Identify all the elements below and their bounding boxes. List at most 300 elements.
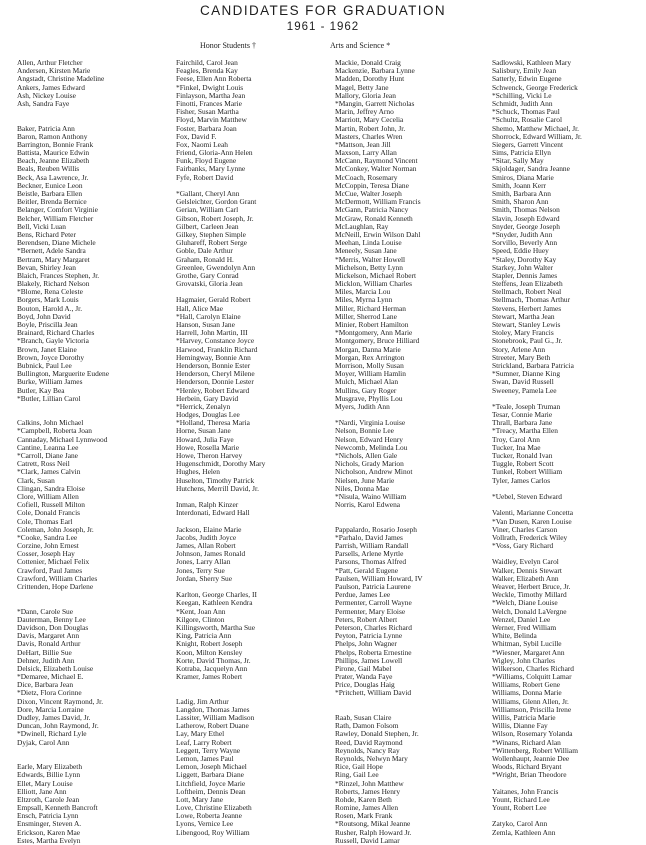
candidate-name: Beach, Jeanne Elizabeth — [17, 157, 90, 166]
candidate-name: Wigley, John Charles — [492, 656, 556, 665]
candidate-name: *Parhalo, David James — [335, 533, 403, 542]
candidate-name: Gibson, Robert Joseph, Jr. — [176, 214, 254, 223]
candidate-name: Stonebrook, Paul G., Jr. — [492, 337, 563, 346]
candidate-name: Viner, Charles Carson — [492, 525, 558, 534]
candidate-name: Lay, Mary Ethel — [176, 730, 225, 739]
spacer — [335, 411, 490, 419]
candidate-name: Price, Douglas Haig — [335, 681, 395, 690]
candidate-name: Davis, Ronald Arthur — [17, 640, 81, 649]
candidate-name: Perdue, James Lee — [335, 591, 391, 600]
candidate-name: Story, Arlene Ann — [492, 345, 546, 354]
candidate-name: Allen, Arthur Fletcher — [17, 59, 83, 67]
candidate-name: Jackson, Elaine Marie — [176, 525, 242, 534]
candidate-name: *Blome, Rena Celeste — [17, 288, 83, 297]
candidate-name: *Rinzel, John Matthew — [335, 779, 404, 788]
candidate-name: Libengood, Roy William — [176, 828, 250, 837]
candidate-name: Gilbert, Carleen Jean — [176, 222, 239, 231]
candidate-name: *Wiesner, Margaret Ann — [492, 648, 565, 657]
candidate-name: Henderson, Bonnie Ester — [176, 361, 251, 370]
candidate-name: Sims, Patricia Ellyn — [492, 149, 551, 158]
candidate-name: Eltzroth, Carole Jean — [17, 795, 80, 804]
candidate-name: Starkey, John Walter — [492, 263, 553, 272]
candidate-name: *Clark, James Calvin — [17, 468, 81, 477]
candidate-name: Micklon, William Charles — [335, 280, 412, 289]
candidate-name: Howard, Julia Faye — [176, 435, 234, 444]
candidate-name: Wilkerson, Charles Richard — [492, 664, 575, 673]
candidate-name: *Montgomery, Ann Marie — [335, 329, 413, 338]
spacer — [176, 182, 331, 190]
candidate-name: Goble, Dale Arthur — [176, 247, 233, 256]
candidate-name: Estes, Martha Evelyn — [17, 836, 81, 845]
candidate-name: Masters, Charles Wren — [335, 132, 403, 141]
candidate-name: Tuggle, Robert Scott — [492, 460, 554, 469]
spacer — [176, 493, 331, 501]
candidate-name: Funk, Floyd Eugene — [176, 157, 237, 166]
candidate-name: Streeter, Mary Beth — [492, 353, 551, 362]
candidate-name: Empsall, Kenneth Bancroft — [17, 804, 98, 813]
candidate-name: Lemon, Joseph Michael — [176, 763, 247, 772]
candidate-name: Stapler, Dennis James — [492, 271, 558, 280]
candidate-name: Stellmach, Thomas Arthur — [492, 296, 571, 305]
candidate-name: Maxson, Larry Allan — [335, 149, 397, 158]
candidate-name: Musgrave, Phyllis Lou — [335, 394, 403, 403]
candidate-name: Valenti, Marianne Concetta — [492, 509, 574, 518]
candidate-name: Karlton, George Charles, II — [176, 591, 257, 600]
candidate-name: *Schultz, Rosalie Carol — [492, 116, 562, 125]
spacer — [492, 395, 646, 403]
candidate-name: McCue, Walter Joseph — [335, 190, 402, 198]
candidate-name: Earle, Mary Elizabeth — [17, 763, 83, 772]
candidate-name: Gilkey, Stephen Simple — [176, 230, 246, 239]
candidate-name: *Winans, Richard Alan — [492, 738, 561, 747]
candidate-name: Foster, Barbara Joan — [176, 124, 237, 133]
candidate-name: Barrington, Bonnie Frank — [17, 140, 94, 149]
candidate-name: Howe, Rosella Marie — [176, 443, 240, 452]
candidate-name: Stellmach, Robert Neal — [492, 288, 562, 297]
candidate-name: Cottenier, Michael Felix — [17, 558, 90, 567]
candidate-name: Rohde, Karen Beth — [335, 795, 392, 804]
candidate-name: *Pritchett, William David — [335, 689, 412, 698]
candidate-name: Johnson, James Ronald — [176, 550, 246, 559]
name-column-2 — [176, 59, 331, 837]
candidate-name: Tyler, James Carlos — [492, 476, 551, 485]
candidate-name: Cosser, Joseph Hay — [17, 550, 75, 559]
candidate-name: Montgomery, Bruce Hilliard — [335, 337, 420, 346]
candidate-name: Dauterman, Benny Lee — [17, 615, 86, 624]
candidate-name: Willis, Dianne Fay — [492, 722, 548, 731]
candidate-name: *Gallant, Cheryl Ann — [176, 190, 240, 198]
candidate-name: Rawley, Donald Stephen, Jr. — [335, 730, 419, 739]
candidate-name: *Kent, Joan Ann — [176, 607, 226, 616]
spacer — [17, 599, 172, 607]
candidate-name: *Nichols, Allen Gale — [335, 452, 398, 460]
candidate-name: Liggett, Barbara Diane — [176, 771, 244, 780]
candidate-name: Langdon, Thomas James — [176, 705, 250, 714]
candidate-name: Leggett, Terry Wayne — [176, 746, 241, 755]
candidate-name: Bouton, Harold A., Jr. — [17, 304, 83, 313]
candidate-name: Mulch, Michael Alan — [335, 378, 399, 387]
candidate-name: Peyton, Patricia Lynne — [335, 632, 403, 641]
candidate-name: Zemla, Kathleen Ann — [492, 828, 556, 837]
spacer — [492, 501, 646, 509]
candidate-name: Sadlowski, Kathleen Mary — [492, 59, 572, 67]
candidate-name: Sorvillo, Beverly Ann — [492, 239, 558, 248]
candidate-name: Miles, Marcia Lou — [335, 288, 391, 297]
candidate-name: Hughes, Helen — [176, 468, 220, 477]
page-title: CANDIDATES FOR GRADUATION — [199, 3, 446, 18]
candidate-name: Korte, David Thomas, Jr. — [176, 656, 251, 665]
candidate-name: *Sumner, Dianne King — [492, 370, 561, 379]
candidate-name: Beitler, Brenda Bernice — [17, 198, 87, 207]
candidate-name: Calkins, John Michael — [17, 419, 84, 428]
candidate-name: Cole, Thomas Earl — [17, 517, 73, 526]
candidate-name: Brainard, Richard Charles — [17, 329, 95, 338]
candidate-name: Erickson, Karen Mae — [17, 828, 81, 837]
candidate-name: Newcomb, Melinda Lou — [335, 443, 408, 452]
candidate-name: Clark, Susan — [17, 476, 55, 485]
candidate-name: Thrall, Barbara Jane — [492, 419, 553, 428]
candidate-name: Hagmaier, Gerald Robert — [176, 296, 251, 305]
candidate-name: *Wright, Brian Theodore — [492, 771, 567, 780]
candidate-name: Elliott, Jane Ann — [17, 787, 67, 796]
candidate-name: Russell, David Lamar — [335, 836, 400, 845]
candidate-name: Stewart, Stanley Lewis — [492, 321, 561, 329]
candidate-name: Willis, Patricia Marie — [492, 714, 556, 722]
candidate-name: Ensminger, Steven A. — [17, 820, 82, 829]
candidate-name: Yaitanes, John Francis — [492, 787, 559, 796]
candidate-name: Phillips, James Lowell — [335, 656, 403, 665]
candidate-name: Walker, Dennis Stewart — [492, 566, 562, 575]
candidate-name: Phelps, Roberta Ernestine — [335, 648, 412, 657]
candidate-name: Dore, Marcia Lorraine — [17, 705, 84, 714]
candidate-name: *Dietz, Flora Corinne — [17, 689, 82, 698]
candidate-name: Tunkel, Robert William — [492, 468, 563, 477]
candidate-name: Lemon, James Paul — [176, 754, 234, 763]
candidate-name: Meehan, Linda Louise — [335, 239, 402, 248]
candidate-name: Paulson, Patricia Laurene — [335, 583, 411, 591]
candidate-name: Bell, Vicki Luan — [17, 222, 66, 231]
candidate-name: Mullins, Gary Roger — [335, 386, 397, 395]
candidate-name: McGraw, Ronald Kenneth — [335, 214, 413, 223]
candidate-name: Dehner, Judith Ann — [17, 656, 75, 665]
candidate-name: Bertram, Mary Margaret — [17, 255, 90, 264]
candidate-name: Marin, Jeffrey Arno — [335, 108, 394, 117]
candidate-name: Miles, Myrna Lynn — [335, 296, 393, 305]
candidate-name: Nichols, Grady Marion — [335, 460, 404, 469]
candidate-name: McConkey, Walter Norman — [335, 165, 417, 174]
candidate-name: *Dann, Carole Sue — [17, 607, 74, 616]
candidate-name: Parsells, Arlene Myrtle — [335, 550, 404, 559]
candidate-name: Harrell, John Martin, III — [176, 329, 248, 338]
candidate-name: Killingsworth, Martha Sue — [176, 623, 256, 632]
candidate-name: Lassiter, William Madison — [176, 714, 255, 722]
candidate-name: Strickland, Barbara Patricia — [492, 361, 574, 370]
candidate-name: Fox, David F. — [176, 132, 217, 141]
candidate-name: Stewart, Martha Jean — [492, 312, 555, 321]
candidate-name: Inman, Ralph Kinzer — [176, 501, 239, 510]
candidate-name: Cofiell, Russell Milton — [17, 501, 85, 510]
candidate-name: Morgan, Danna Marie — [335, 345, 401, 354]
spacer — [335, 509, 490, 517]
candidate-name: Henderson, Donnie Lester — [176, 378, 254, 387]
candidate-name: Cantine, Leanna Lee — [17, 443, 79, 452]
candidate-name: Prater, Wanda Faye — [335, 673, 393, 682]
candidate-name: Herbein, Gary David — [176, 394, 239, 403]
candidate-name: Satterly, Edwin Eugene — [492, 75, 562, 84]
candidate-name: Litchfield, Joyce Marie — [176, 779, 246, 788]
candidate-name: Finotti, Frances Marie — [176, 99, 242, 108]
candidate-name: DeHart, Billie Sue — [17, 648, 72, 657]
candidate-name: Fyfe, Robert David — [176, 173, 234, 182]
candidate-name: Smith, Sharon Ann — [492, 198, 549, 207]
spacer — [17, 755, 172, 763]
candidate-name: Friend, Gloria-Ann Helen — [176, 149, 253, 158]
spacer — [176, 689, 331, 697]
candidate-name: Williams, Glenn Allen, Jr. — [492, 697, 569, 706]
candidate-name: Huselton, Timothy Patrick — [176, 476, 255, 485]
candidate-name: Yount, Richard Lee — [492, 795, 550, 804]
candidate-name: Beistle, Barbara Ellen — [17, 190, 83, 198]
candidate-name: Brown, Joyce Dorothy — [17, 353, 85, 362]
spacer — [335, 706, 490, 714]
candidate-name: *Nisula, Waino William — [335, 492, 407, 501]
candidate-name: McGann, Patricia Nancy — [335, 206, 409, 215]
candidate-name: Weaver, Herbert Bruce, Jr. — [492, 583, 571, 591]
candidate-name: *Campbell, Roberta Joan — [17, 427, 92, 436]
candidate-name: Wenzel, Daniel Lee — [492, 615, 551, 624]
candidate-name: Moyer, William Hamlin — [335, 370, 406, 379]
candidate-name: Blakely, Richard Nelson — [17, 280, 90, 289]
candidate-name: Lyons, Vernice Lee — [176, 820, 234, 829]
candidate-name: Hutchens, Merrill David, Jr. — [176, 484, 259, 493]
spacer — [492, 485, 646, 493]
candidate-name: *Bernett, Adele Sandra — [17, 247, 86, 256]
candidate-name: Permenter, Mary Eloise — [335, 607, 406, 616]
candidate-name: Peterson, Charles Richard — [335, 623, 412, 632]
candidate-name: White, Belinda — [492, 632, 537, 641]
candidate-name: Jacobs, Judith Joyce — [176, 533, 237, 542]
candidate-name: Morgan, Rex Arrington — [335, 353, 405, 362]
candidate-name: Angstadt, Christine Madeline — [17, 75, 105, 84]
candidate-name: Fox, Naomi Leah — [176, 140, 228, 149]
candidate-name: Myers, Judith Ann — [335, 402, 390, 411]
candidate-name: Battista, Maurice Edwin — [17, 149, 90, 158]
candidate-name: *Hall, Carolyn Elaine — [176, 312, 241, 321]
candidate-name: Vollrath, Frederick Wiley — [492, 533, 568, 542]
candidate-name: Belanger, Comfort Virginie — [17, 206, 98, 215]
spacer — [17, 403, 172, 411]
candidate-name: Lowe, Roberta Jeanne — [176, 812, 242, 821]
candidate-name: Koon, Milton Kensley — [176, 648, 243, 657]
candidate-name: Keegan, Kathleen Kendra — [176, 599, 253, 608]
honor-students-legend: Honor Students † — [200, 41, 256, 50]
candidate-name: Gelsleichter, Gordon Grant — [176, 198, 257, 207]
candidate-name: Woods, Richard Bryant — [492, 763, 562, 772]
candidate-name: Williamson, Priscilla Irene — [492, 705, 572, 714]
candidate-name: Leaf, Larry Robert — [176, 738, 232, 747]
candidate-name: Dyjak, Carol Ann — [17, 738, 70, 747]
candidate-name: Smith, Barbara Ann — [492, 190, 551, 198]
candidate-name: Marriott, Mary Cecelia — [335, 116, 404, 125]
candidate-name: Snyder, George Joseph — [492, 222, 560, 231]
candidate-name: Mackenzie, Barbara Lynne — [335, 67, 415, 76]
candidate-name: Nelson, Bonnie Lee — [335, 427, 394, 436]
candidate-name: Bullington, Marguerite Eudene — [17, 370, 110, 379]
spacer — [17, 747, 172, 755]
arts-and-science-legend: Arts and Science * — [330, 41, 391, 50]
candidate-name: Walker, Elizabeth Ann — [492, 574, 559, 583]
spacer — [492, 812, 646, 820]
school-years: 1961 - 1962 — [286, 21, 360, 33]
candidate-name: Mallory, Gloria Jean — [335, 91, 396, 100]
candidate-name: Madden, Dorothy Hunt — [335, 75, 405, 84]
candidate-name: Norris, Karol Edwena — [335, 501, 401, 510]
candidate-name: Williams, Robert Gene — [492, 681, 561, 690]
candidate-name: Speed, Eddie Huey — [492, 247, 549, 256]
candidate-name: *Merris, Walter Howell — [335, 255, 406, 264]
candidate-name: Whitman, Sybil Lucille — [492, 640, 562, 649]
candidate-name: Coleman, John Joseph, Jr. — [17, 525, 94, 534]
candidate-name: Swan, David Russell — [492, 378, 554, 387]
candidate-name: Nicholson, Andrew Minot — [335, 468, 413, 477]
candidate-name: Greenlee, Gwendolyn Ann — [176, 263, 256, 272]
candidate-name: Ankers, James Edward — [17, 83, 85, 92]
candidate-name: Schmidt, Judith Ann — [492, 99, 553, 108]
candidate-name: Berendsen, Diane Michele — [17, 239, 96, 248]
candidate-name: Stevens, Herbert James — [492, 304, 562, 313]
candidate-name: Minier, Robert Hamilton — [335, 321, 409, 329]
candidate-name: Weckle, Timothy Millard — [492, 591, 567, 600]
spacer — [492, 550, 646, 558]
candidate-name: Love, Christine Elizabeth — [176, 804, 252, 813]
candidate-name: *Welch, Diane Louise — [492, 599, 558, 608]
spacer — [176, 681, 331, 689]
candidate-name: Latherow, Robert Duane — [176, 722, 249, 731]
candidate-name: Bevan, Shirley Jean — [17, 263, 76, 272]
candidate-name: Brown, Janet Elaine — [17, 345, 77, 354]
candidate-name: *Nardi, Virginia Louise — [335, 419, 406, 428]
candidate-name: McNeill, Erwin Wilson Dahl — [335, 230, 421, 239]
candidate-name: Pirone, Gail Mabel — [335, 664, 392, 673]
candidate-name: Paulsen, William Howard, IV — [335, 574, 423, 583]
candidate-name: Mickelson, Michael Robert — [335, 271, 417, 280]
spacer — [17, 116, 172, 124]
candidate-name: *Routsong, Mikal Jeanne — [335, 820, 411, 829]
candidate-name: James, Allan Robert — [176, 542, 236, 551]
candidate-name: Davidson, Don Douglas — [17, 623, 89, 632]
candidate-name: *Herrick, Zenalyn — [176, 402, 231, 411]
candidate-name: Hugenschmidt, Dorothy Mary — [176, 460, 266, 469]
candidate-name: Borgers, Mark Louis — [17, 296, 79, 305]
candidate-name: Dice, Barbara Jean — [17, 681, 74, 690]
candidate-name: Miller, Sherrod Lane — [335, 312, 397, 321]
candidate-name: Howe, Theron Harvey — [176, 452, 243, 460]
candidate-name: Smiros, Diana Marie — [492, 173, 554, 182]
candidate-name: Niles, Donna Mae — [335, 484, 389, 493]
candidate-name: *Cooke, Sandra Lee — [17, 533, 78, 542]
candidate-name: *Uebel, Steven Edward — [492, 492, 562, 501]
candidate-name: Duncan, John Raymond, Jr. — [17, 722, 99, 731]
candidate-name: Welch, Donald LaVergne — [492, 607, 567, 616]
candidate-name: Michelson, Betty Lynn — [335, 263, 403, 272]
candidate-name: Pappalardo, Rosario Joseph — [335, 525, 417, 534]
candidate-name: Sweeney, Pamela Lee — [492, 386, 557, 395]
candidate-name: *Finkel, Dwight Louis — [176, 83, 244, 92]
candidate-name: Fairbanks, Mary Lynne — [176, 165, 246, 174]
candidate-name: Permenter, Carroll Wayne — [335, 599, 412, 608]
candidate-name: Tucker, Ina Mae — [492, 443, 541, 452]
candidate-name: Salisbury, Emily Jean — [492, 67, 557, 76]
candidate-name: Graham, Ronald H. — [176, 255, 234, 264]
spacer — [17, 591, 172, 599]
candidate-name: Bens, Richard Peter — [17, 230, 76, 239]
candidate-name: Smith, Thomas Nelson — [492, 206, 560, 215]
candidate-name: *Snyder, Judith Ann — [492, 230, 553, 239]
candidate-name: Butler, Kay Bea — [17, 386, 65, 395]
candidate-name: Kilgore, Clinton — [176, 615, 225, 624]
candidate-name: *Dwinell, Richard Lyle — [17, 730, 87, 739]
candidate-name: Kotraba, Jacquelyn Ann — [176, 664, 248, 673]
candidate-name: *Mattson, Jean Jill — [335, 140, 391, 149]
candidate-name: Kramer, James Robert — [176, 673, 242, 682]
candidate-name: Mackie, Donald Craig — [335, 59, 401, 67]
candidate-name: Magel, Betty Jane — [335, 83, 389, 92]
candidate-name: Beals, Reuben Willis — [17, 165, 80, 174]
candidate-name: Ash, Sandra Faye — [17, 99, 70, 108]
candidate-name: *Wittenberg, Robert William — [492, 746, 578, 755]
candidate-name: *Williams, Colquitt Lamar — [492, 673, 572, 682]
candidate-name: *Henley, Robert Edward — [176, 386, 250, 395]
candidate-name: Reed, David Raymond — [335, 738, 403, 747]
candidate-name: *Carroll, Diane Jane — [17, 452, 78, 460]
candidate-name: *Mangin, Garrett Nicholas — [335, 99, 415, 108]
candidate-name: Hemingway, Bonnie Ann — [176, 353, 251, 362]
candidate-name: Phelps, John Wagner — [335, 640, 397, 649]
candidate-name: Martin, Robert John, Jr. — [335, 124, 406, 133]
candidate-name: Parsons, Thomas Alfred — [335, 558, 407, 567]
candidate-name: Waidley, Evelyn Carol — [492, 558, 559, 567]
candidate-name: Loftheim, Dennis Dean — [176, 787, 246, 796]
candidate-name: Fairchild, Carol Jean — [176, 59, 238, 67]
candidate-name: Blaich, Frances Stephen, Jr. — [17, 271, 100, 280]
candidate-name: Williams, Donna Marie — [492, 689, 562, 698]
candidate-name: Bubnick, Paul Lee — [17, 361, 72, 370]
candidate-name: Beck, Asa Lawrence, Jr. — [17, 173, 89, 182]
candidate-name: McCann, Raymond Vincent — [335, 157, 418, 166]
candidate-name: Reynolds, Nelwyn Mary — [335, 754, 408, 763]
candidate-name: Smith, Joann Kerr — [492, 181, 546, 190]
candidate-name: *Teale, Joseph Truman — [492, 402, 561, 411]
spacer — [17, 108, 172, 116]
candidate-name: Shorrock, Edward William, Jr. — [492, 132, 582, 141]
candidate-name: Baron, Ramon Anthony — [17, 132, 88, 141]
candidate-name: Edwards, Billie Lynn — [17, 771, 81, 780]
candidate-name: Shemo, Matthew Michael, Jr. — [492, 124, 580, 133]
candidate-name: Hall, Alice Mae — [176, 304, 223, 313]
candidate-name: Roberts, James Henry — [335, 787, 401, 796]
candidate-name: *Voss, Gary Richard — [492, 542, 554, 551]
candidate-name: Grovatski, Gloria Jean — [176, 280, 243, 289]
candidate-name: Baker, Patricia Ann — [17, 124, 75, 133]
candidate-name: Knight, Robert Joseph — [176, 640, 243, 649]
candidate-name: Jordan, Sherry Sue — [176, 574, 233, 583]
candidate-name: *Demaree, Michael E. — [17, 673, 84, 682]
candidate-name: Dixon, Vincent Raymond, Jr. — [17, 697, 104, 706]
candidate-name: *Harvey, Constance Joyce — [176, 337, 255, 346]
candidate-name: Reynolds, Nancy Ray — [335, 746, 400, 755]
candidate-name: Ladig, Jim Arthur — [176, 697, 229, 706]
candidate-name: *Treacy, Martha Ellen — [492, 427, 558, 436]
